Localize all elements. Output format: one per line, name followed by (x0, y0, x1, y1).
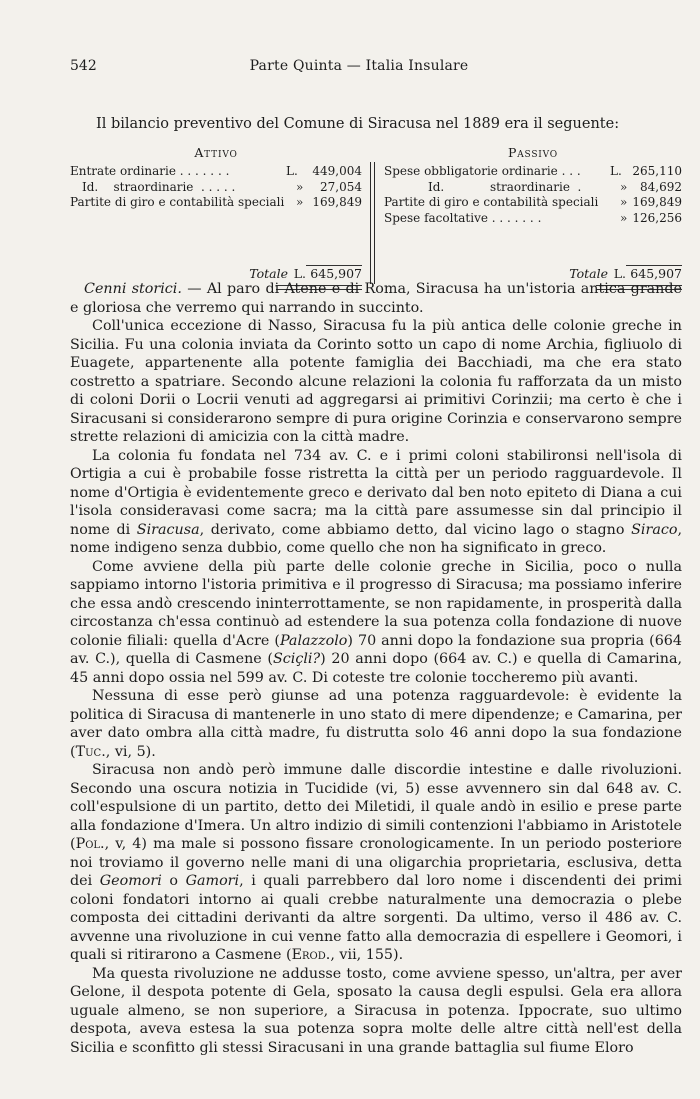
attivo-row (70, 180, 362, 196)
total-label: Totale (569, 266, 608, 281)
total-currency: L. (293, 266, 306, 281)
passivo-row (384, 180, 682, 196)
paragraph: Siracusa non andò però immune dalle discordie intestine e dalle rivoluzioni. Secondo una oscura notizia in Tucidide (vi, 5) esse avvennero sin dal 648 av. C. coll'espulsione di un partito, detto dei Miletidi, il quale andò in esilio e prese parte alla fondazione d'Imera. Un altro indizio di simili contenzioni l'abbiamo in Aristotele (Pol., v, 4) ma male si possono fissare cronologicamente. In un periodo posteriore noi troviamo il governo nelle mani di una oligarchia proprietaria, esclusiva, detta dei Geomori o Gamori, i quali parrebbero dal loro nome i discendenti dei primi coloni fondatori intorno ai quali crebbe naturalmente una democrazia o plebe composta dei cittadini derivanti da altre sorgenti. Da ultimo, verso il 486 av. C. avvenne una rivoluzione in cui venne fatto alla democrazia di espellere i Geomori, i quali si ritirarono a Casmene (Erod., vii, 155). (70, 762, 682, 963)
paragraph: Ma questa rivoluzione ne addusse tosto, come avviene spesso, un'altra, per aver Gelone, il despota potente di Gela, sposato la causa degli espulsi. Gela era allora uguale almeno, se non superiore, a Siracusa in potenza. Ippocrate, suo ultimo despota, aveva estesa la sua potenza sopra molte delle altre città nell'est della Sicilia e sconfitto gli stessi Siracusani in una grande battaglia sul fiume Eloro (70, 965, 682, 1056)
row-amount: 169,849 (312, 195, 362, 210)
row-currency: L. (286, 164, 298, 178)
paragraph: Coll'unica eccezione di Nasso, Siracusa fu la più antica delle colonie greche in Sicilia. Fu una colonia inviata da Corinto sotto un capo di nome Archia, figliuolo di Euagete, appartenente alla potente famiglia dei Bacchiadi, ma che era stato costretto a spatriare. Secondo alcune relazioni la colonia fu rafforzata da un misto di coloni Dorii o Locrii venuti ad aggregarsi ai primitivi Corinzii; ma certo è che i Siracusani si considerarono sempre di pura origine Corinzia e conservarono sempre strette relazioni di amicizia con la città madre. (70, 318, 682, 445)
running-title: Parte Quinta — Italia Insulare (249, 58, 469, 74)
row-amount: 126,256 (632, 210, 682, 225)
attivo-column (70, 164, 362, 281)
paragraph: Nessuna di esse però giunse ad una potenza ragguardevole: è evidente la politica di Siracusa di mantenerle in uno stato di mere dipendenze; e Camarina, per aver dato ombra alla città madre, fu distrutta solo 46 anni dopo la sua fondazione (Tuc., vi, 5). (70, 688, 682, 760)
column-divider (370, 162, 371, 284)
total-label: Totale (249, 266, 288, 281)
row-label: Partite di giro e contabilità speciali (384, 195, 599, 210)
row-amount: 169,849 (632, 195, 682, 210)
passivo-column (384, 164, 682, 281)
row-amount: 84,692 (640, 179, 682, 194)
row-label: Spese obbligatorie ordinarie . . . (384, 164, 581, 178)
passivo-row (384, 211, 682, 227)
column-divider (374, 162, 375, 284)
paragraph: Come avviene della più parte delle colonie greche in Sicilia, poco o nulla sappiamo intorno l'istoria primitiva e il progresso di Siracusa; ma possiamo inferire che essa andò crescendo ininterrottamente, se non rapidamente, in prosperità dalla circostanza ch'essa continuò ad estendere la sua potenza colla fondazione di nuove colonie filiali: quella d'Acre (Palazzolo) 70 anni dopo la fondazione sua propria (664 av. C.), quella di Casmene (Sciçli?) 20 anni dopo (664 av. C.) e quella di Camarina, 45 anni dopo ossia nel 599 av. C. Di coteste tre colonie toccheremo più avanti. (70, 558, 683, 686)
paragraph: Cenni storici. — Al paro di Atene e di Roma, Siracusa ha un'istoria antica grande e gloriosa che verremo qui narrando in succinto. (70, 281, 683, 316)
row-amount: 265,110 (632, 164, 682, 178)
row-amount: 449,004 (312, 164, 362, 178)
row-label: Partite di giro e contabilità speciali (70, 195, 285, 210)
passivo-row (384, 164, 682, 180)
total-amount: 645,907 (310, 266, 362, 281)
row-label: Id. straordinarie . . . . . (82, 179, 236, 194)
running-header (70, 58, 648, 78)
passivo-row (384, 195, 682, 211)
paragraph: La colonia fu fondata nel 734 av. C. e i primi coloni stabilironsi nell'isola di Ortigia a cui è probabile fosse ristretta la città per un periodo ragguardevole. Il nome d'Ortigia è evidentemente greco e derivato dal ben noto epiteto di Diana a cui l'isola consideravasi come sacra; ma la città pare assumesse sin dal principio il nome di Siracusa, derivato, come abbiamo detto, dal vicino lago o stagno Siraco, nome indigeno senza dubbio, come quello che non ha significato in greco. (70, 447, 683, 556)
budget-intro: Il bilancio preventivo del Comune di Siracusa nel 1889 era il seguente: (96, 116, 620, 132)
row-currency: L. (610, 164, 622, 178)
page-number: 542 (70, 58, 97, 74)
row-currency: » (620, 179, 628, 194)
row-currency: » (296, 179, 304, 194)
total-currency: L. (613, 266, 626, 281)
section-lead: Cenni storici. (84, 281, 182, 297)
attivo-heading: Attivo (194, 145, 238, 160)
attivo-row (70, 195, 362, 211)
total-amount: 645,907 (630, 266, 682, 281)
row-label: Entrate ordinarie . . . . . . . (70, 164, 230, 178)
row-label: Id. straordinarie . (428, 179, 582, 194)
passivo-heading: Passivo (508, 145, 558, 160)
row-currency: » (296, 195, 304, 210)
row-currency: » (620, 195, 628, 210)
row-label: Spese facoltative . . . . . . . (384, 210, 542, 225)
row-amount: 27,054 (320, 179, 362, 194)
body-text (70, 280, 682, 1057)
attivo-row (70, 164, 362, 180)
row-currency: » (620, 210, 628, 225)
